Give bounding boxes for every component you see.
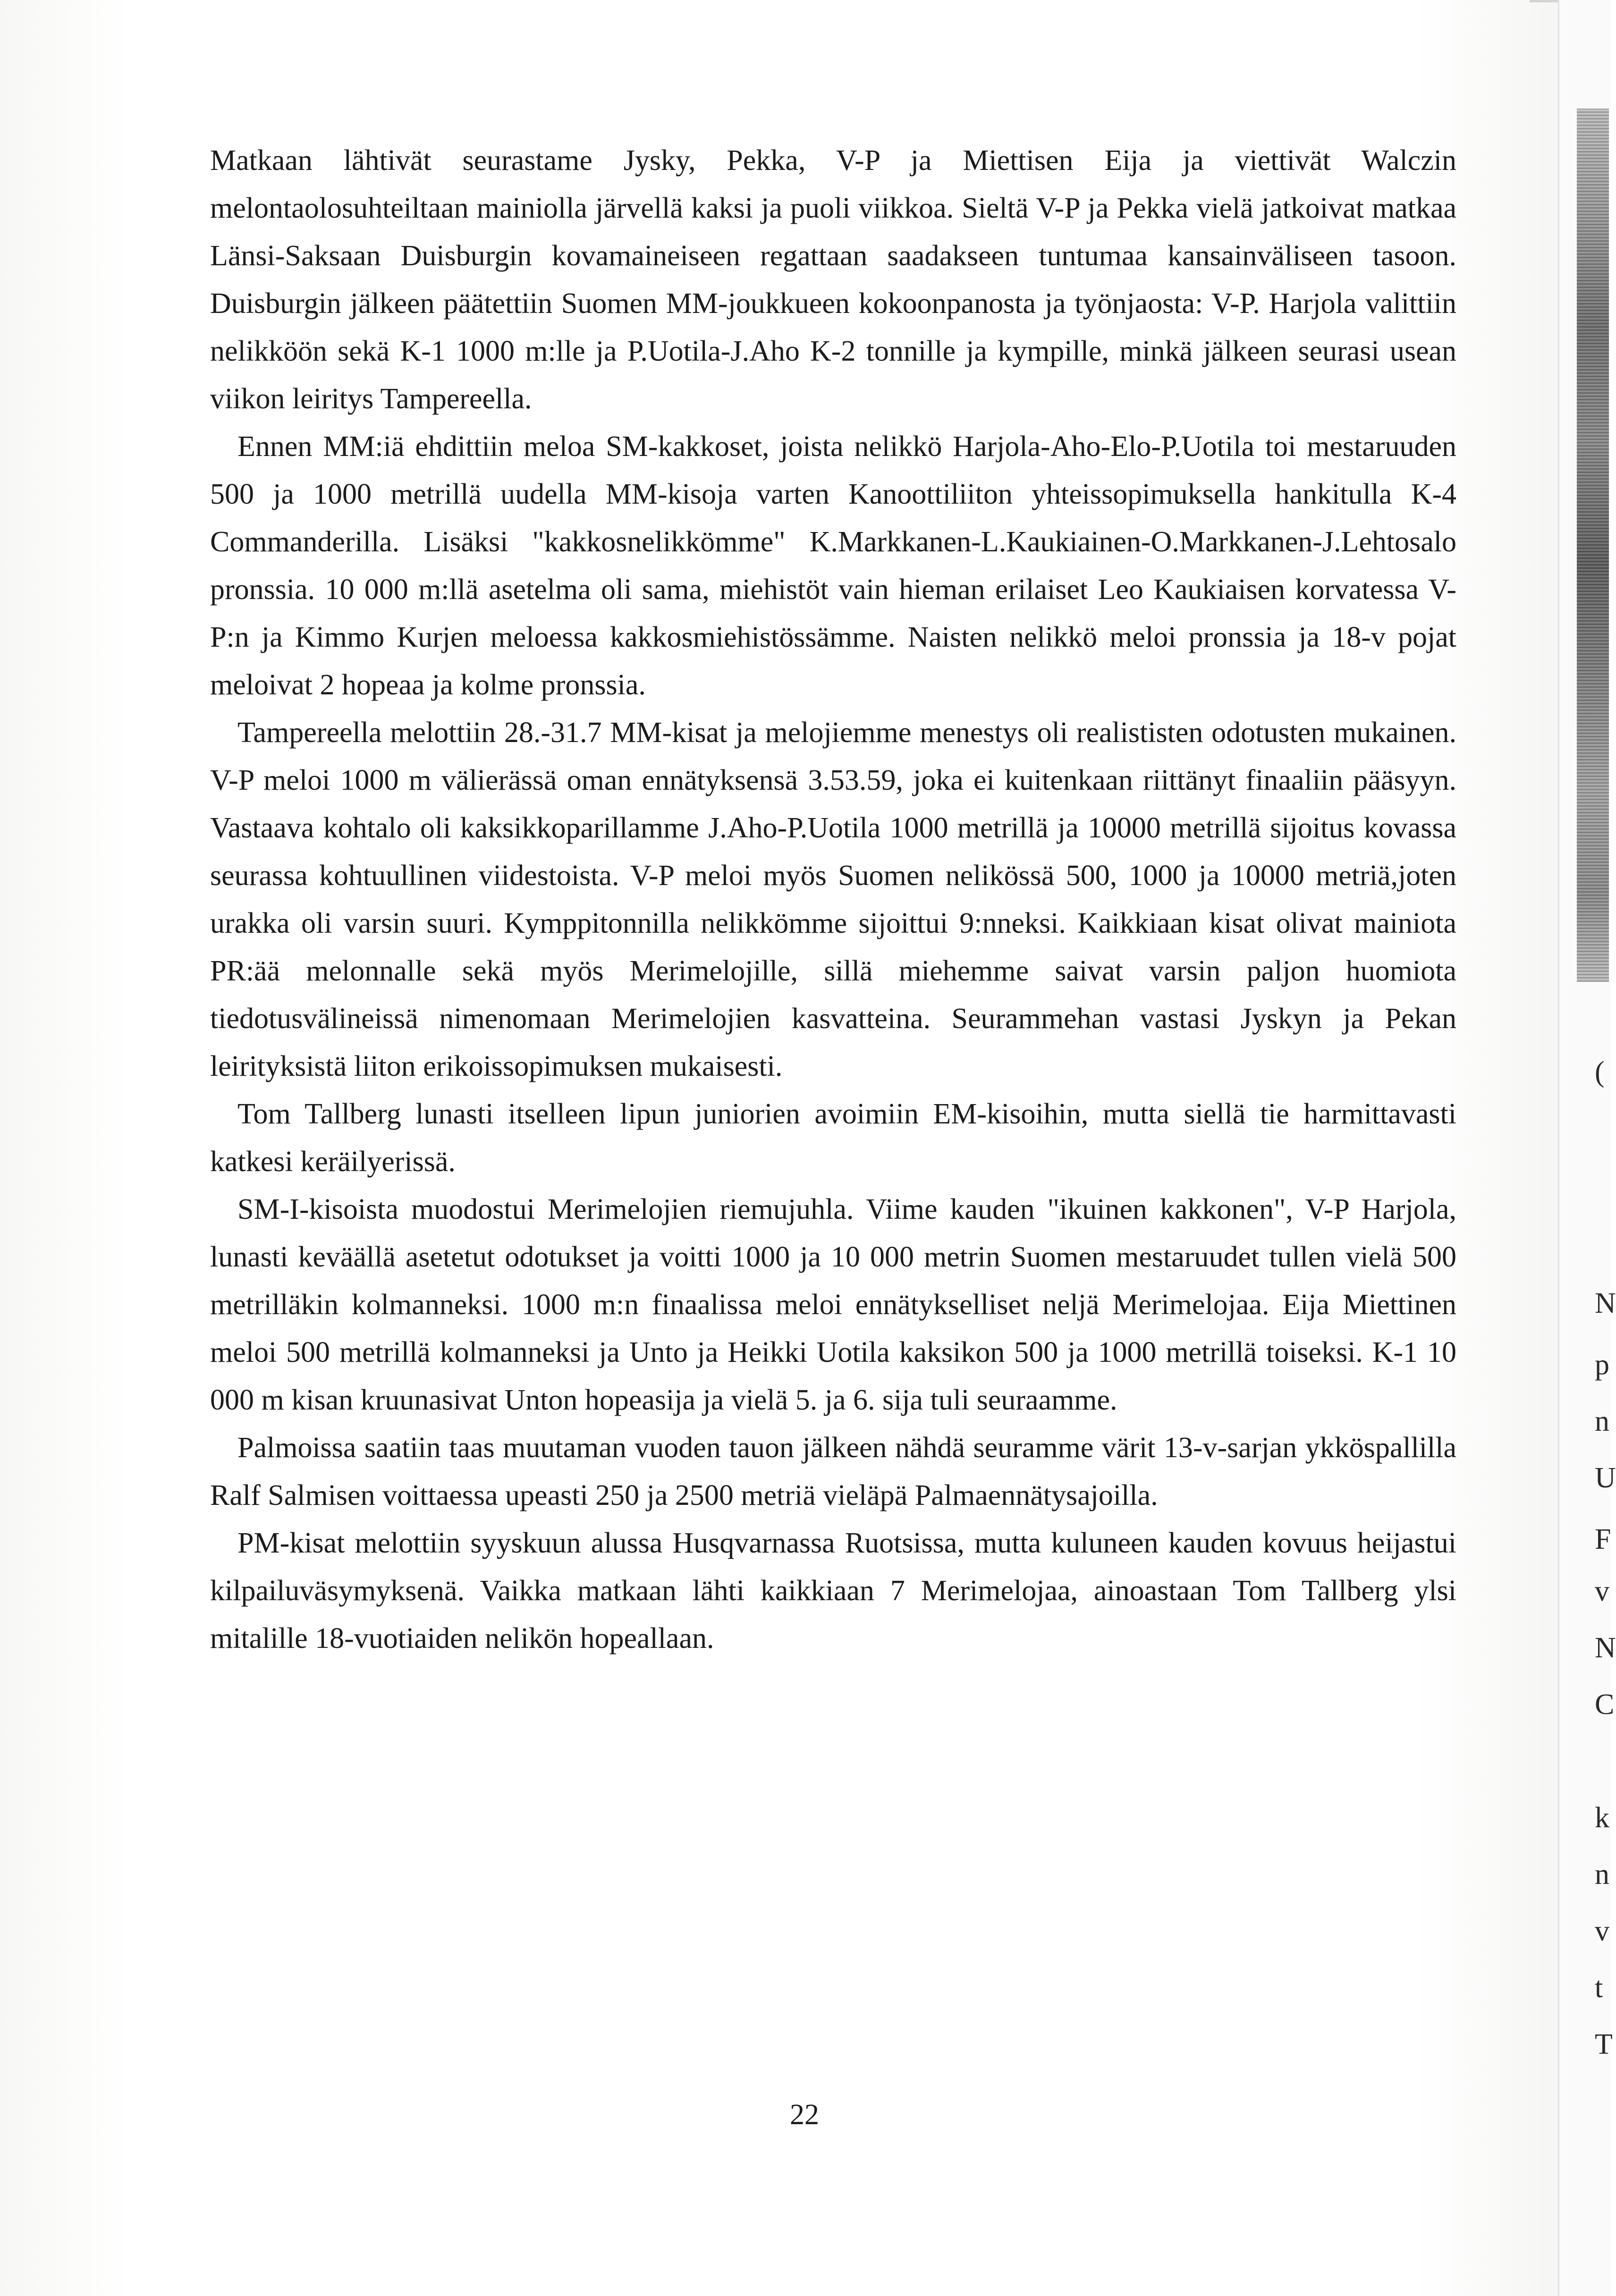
page-number: 22 <box>790 2099 819 2131</box>
paragraph: PM-kisat melottiin syyskuun alussa Husqvarnassa Ruotsissa, mutta kuluneen kauden kovuus heijastui kilpailuväsymyksenä. Vaikka matkaan lähti kaikkiaan 7 Merimelojaa, ainoastaan Tom Tallberg ylsi mitalille 18-vuotiaiden nelikön hopeallaan. <box>210 1527 1456 1654</box>
adjacent-letter: N <box>1595 1632 1616 1664</box>
paragraph: SM-I-kisoista muodostui Merimelojien riemujuhla. Viime kauden "ikuinen kakkonen", V-P Harjola, lunasti keväällä asetetut odotukset ja voitti 1000 ja 10 000 metrin Suomen mestaruudet tullen vielä 500 metrilläkin kolmanneksi. 1000 m:n finaalissa meloi ennätykselliset neljä Merimelojaa. Eija Miettinen meloi 500 metrillä kolmanneksi ja Unto ja Heikki Uotila kaksikon 500 ja 1000 metrillä toiseksi. K-1 10 000 m kisan kruunasivat Unton hopeasija ja vielä 5. ja 6. sija tuli seuraamme. <box>210 1193 1456 1416</box>
adjacent-letter: v <box>1595 1915 1609 1947</box>
adjacent-letter: F <box>1595 1523 1611 1555</box>
adjacent-letter: N <box>1595 1287 1616 1319</box>
paragraph: Tampereella melottiin 28.-31.7 MM-kisat ja melojiemme menestys oli realististen odotusten mukainen. V-P meloi 1000 m välierässä oman ennätyksensä 3.53.59, joka ei kuitenkaan riittänyt finaaliin pääsyyn. Vastaava kohtalo oli kaksikkoparillamme J.Aho-P.Uotila 1000 metrillä ja 10000 metrillä sijoitus kovassa seurassa kohtuullinen viidestoista. V-P meloi myös Suomen nelikössä 500, 1000 ja 10000 metriä,joten urakka oli varsin suuri. Kymppitonnilla nelikkömme sijoittui 9:nneksi. Kaikkiaan kisat olivat mainiota PR:ää melonnalle sekä myös Merimelojille, sillä miehemme saivat varsin paljon huomiota tiedotusvälineissä nimenomaan Merimelojien kasvatteina. Seurammehan vastasi Jyskyn ja Pekan leirityksistä liiton erikoissopimuksen mukaisesti. <box>210 717 1456 1082</box>
adjacent-letter: n <box>1595 1405 1609 1437</box>
adjacent-letter: k <box>1595 1802 1609 1834</box>
adjacent-page-photo <box>1577 109 1609 982</box>
adjacent-letter: n <box>1595 1858 1609 1891</box>
adjacent-letter: t <box>1595 1972 1603 2004</box>
paragraph: Ennen MM:iä ehdittiin meloa SM-kakkoset, joista nelikkö Harjola-Aho-Elo-P.Uotila toi mestaruuden 500 ja 1000 metrillä uudella MM-kisoja varten Kanoottiliiton yhteissopimuksella hankitulla K-4 Commanderilla. Lisäksi "kakkosnelikkömme" K.Markkanen-L.Kaukiainen-O.Markkanen-J.Lehtosalo pronssia. 10 000 m:llä asetelma oli sama, miehistöt vain hieman erilaiset Leo Kaukiaisen korvatessa V-P:n ja Kimmo Kurjen meloessa kakkosmiehistössämme. Naisten nelikkö meloi pronssia ja 18-v pojat meloivat 2 hopeaa ja kolme pronssia. <box>210 430 1456 701</box>
paragraph: Matkaan lähtivät seurastame Jysky, Pekka, V-P ja Miettisen Eija ja viettivät Walczin melontaolosuhteiltaan mainiolla järvellä kaksi ja puoli viikkoa. Sieltä V-P ja Pekka vielä jatkoivat matkaa Länsi-Saksaan Duisburgin kovamaineiseen regattaan saadakseen tuntumaa kansainväliseen tasoon. Duisburgin jälkeen päätettiin Suomen MM-joukkueen kokoonpanosta ja työnjaosta: V-P. Harjola valittiin nelikköön sekä K-1 1000 m:lle ja P.Uotila-J.Aho K-2 tonnille ja kympille, minkä jälkeen seurasi usean viikon leiritys Tampereella. <box>210 144 1456 415</box>
adjacent-letter: U <box>1595 1462 1616 1494</box>
adjacent-letter: p <box>1595 1349 1609 1381</box>
adjacent-letter: T <box>1595 2028 1613 2060</box>
adjacent-letter: ( <box>1595 1056 1605 1088</box>
adjacent-letter: C <box>1595 1688 1615 1721</box>
adjacent-letter: v <box>1595 1575 1609 1607</box>
paragraph: Palmoissa saatiin taas muutaman vuoden tauon jälkeen nähdä seuramme värit 13-v-sarjan ykköspallilla Ralf Salmisen voittaessa upeasti 250 ja 2500 metriä vieläpä Palmaennätysajoilla. <box>210 1432 1456 1511</box>
body-text <box>210 137 1456 1663</box>
paragraph: Tom Tallberg lunasti itselleen lipun juniorien avoimiin EM-kisoihin, mutta siellä tie harmittavasti katkesi keräilyerissä. <box>210 1098 1456 1178</box>
